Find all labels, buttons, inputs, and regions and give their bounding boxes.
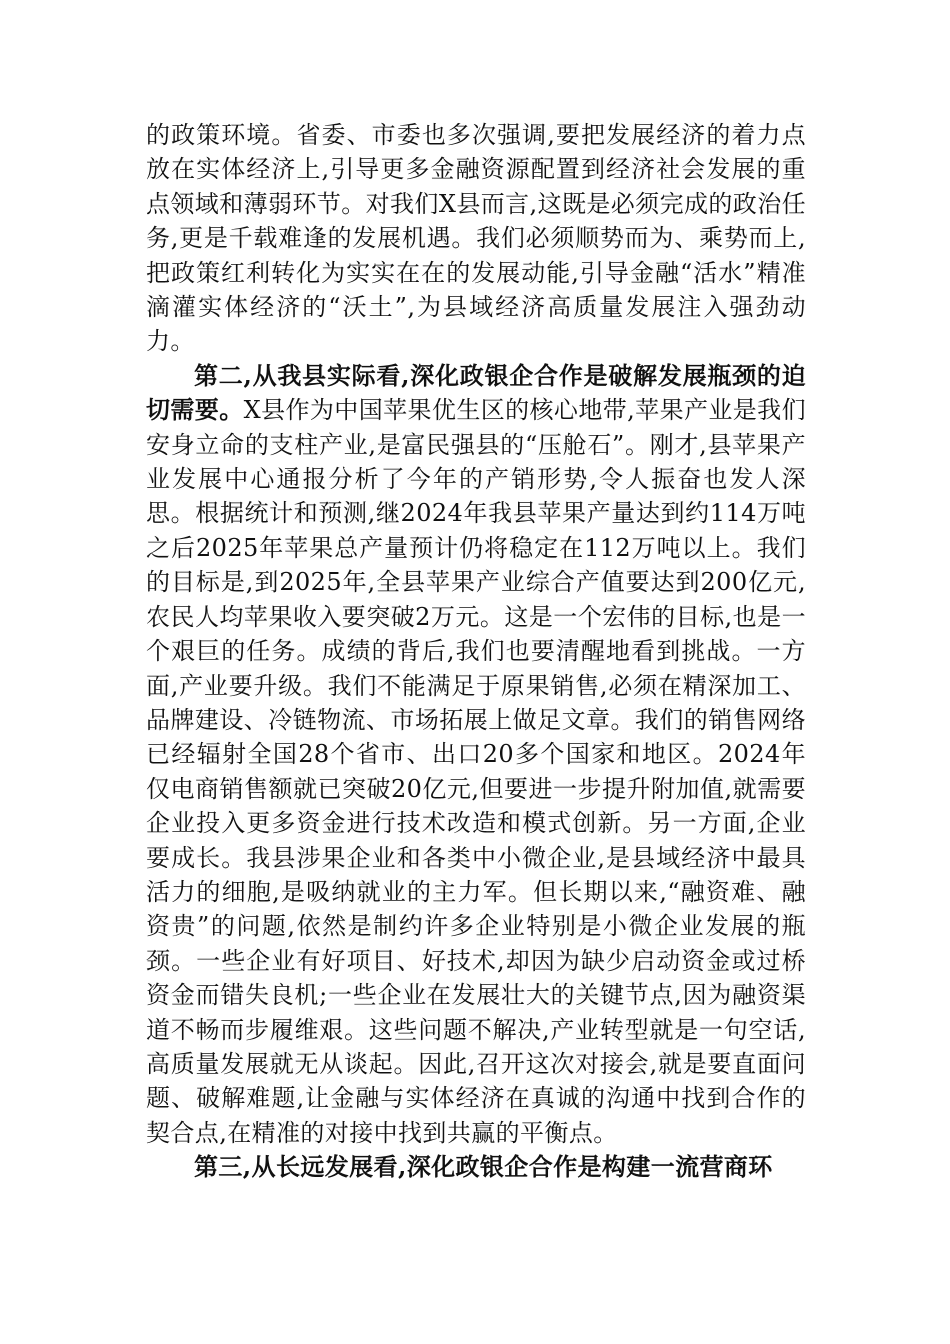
paragraph-text: X县作为中国苹果优生区的核心地带,苹果产业是我们安身立命的支柱产业,是富民强县的“压舱石”。刚才,县苹果产业发展中心通报分析了今年的产销形势,令人振奋也发人深思。根据统计和预测,继2024年我县苹果产量达到约114万吨之后2025年苹果总产量预计仍将稳定在112万吨以上。我们的目标是,到2025年,全县苹果产业综合产值要达到200亿元,农民人均苹果收入要突破2万元。这是一个宏伟的目标,也是一个艰巨的任务。成绩的背后,我们也要清醒地看到挑战。一方面,产业要升级。我们不能满足于原果销售,必须在精深加工、品牌建设、冷链物流、市场拓展上做足文章。我们的销售网络已经辐射全国28个省市、出口20多个国家和地区。2024年仅电商销售额就已突破20亿元,但要进一步提升附加值,就需要企业投入更多资金进行技术改造和模式创新。另一方面,企业要成长。我县涉果企业和各类中小微企业,是县域经济中最具活力的细胞,是吸纳就业的主力军。但长期以来,“融资难、融资贵”的问题,依然是制约许多企业特别是小微企业发展的瓶颈。一些企业有好项目、好技术,却因为缺少启动资金或过桥资金而错失良机;一些企业在发展壮大的关键节点,因为融资渠道不畅而步履维艰。这些问题不解决,产业转型就是一句空话,高质量发展就无从谈起。因此,召开这次对接会,就是要直面问题、破解难题,让金融与实体经济在真诚的沟通中找到合作的契合点,在精准的对接中找到共赢的平衡点。 xyxy=(146,396,806,1147)
paragraph-heading: 第二,从我县实际看,深化政银企合作是破解发展瓶颈的迫切需要。 xyxy=(146,360,806,425)
paragraph-text: 的政策环境。省委、市委也多次强调,要把发展经济的着力点放在实体经济上,引导更多金融资源配置到经济社会发展的重点领域和薄弱环节。对我们X县而言,这既是必须完成的政治任务,更是千载难逢的发展机遇。我们必须顺势而为、乘势而上,把政策红利转化为实实在在的发展动能,引导金融“活水”精准滴灌实体经济的“沃土”,为县域经济高质量发展注入强劲动力。 xyxy=(146,121,806,356)
paragraph-heading: 第三,从长远发展看,深化政银企合作是构建一流营商环 xyxy=(194,1152,773,1182)
document-body xyxy=(146,118,806,1185)
paragraph-third-point xyxy=(146,1150,806,1184)
paragraph-continuation xyxy=(146,118,806,359)
paragraph-second-point xyxy=(146,359,806,1150)
